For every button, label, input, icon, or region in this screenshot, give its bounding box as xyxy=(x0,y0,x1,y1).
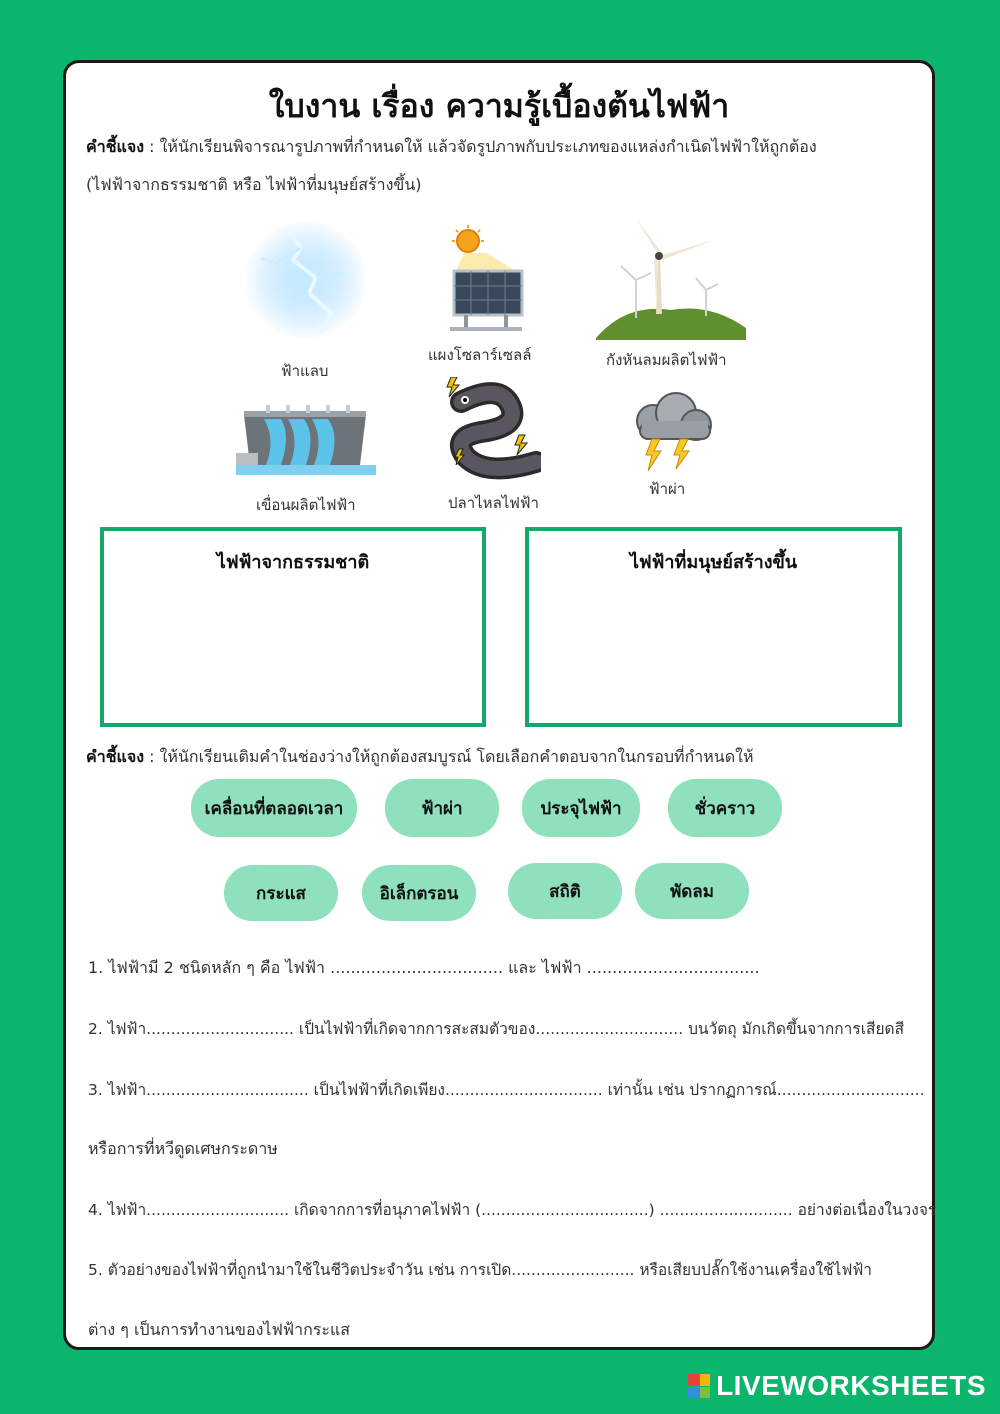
drop-box-manmade-title: ไฟฟ้าที่มนุษย์สร้างขึ้น xyxy=(629,552,798,573)
question-5[interactable]: 5. ตัวอย่างของไฟฟ้าที่ถูกนำมาใช้ในชีวิตประจำวัน เช่น การเปิด......................... หรือเสียบปลั๊กใช้งานเครื่องใช้ไฟฟ้า xyxy=(88,1261,872,1279)
word-option[interactable]: ชั่วคราว xyxy=(668,779,782,837)
logo-blocks-icon xyxy=(688,1374,710,1398)
word-option[interactable]: อิเล็กตรอน xyxy=(362,865,476,921)
question-3-continued: หรือการที่หวีดูดเศษกระดาษ xyxy=(88,1139,278,1158)
caption-wind: กังหันลมผลิตไฟฟ้า xyxy=(606,351,727,369)
question-2[interactable]: 2. ไฟฟ้า.............................. เป็นไฟฟ้าที่เกิดจากการสะสมตัวของ.............................. บนวัตถุ มักเกิดขึ้นจากการเสียดสี xyxy=(88,1020,905,1038)
caption-eel: ปลาไหลไฟฟ้า xyxy=(448,494,539,512)
drop-box-natural[interactable] xyxy=(100,527,486,727)
word-option[interactable]: พัดลม xyxy=(635,863,749,919)
word-option[interactable]: ฟ้าผ่า xyxy=(385,779,499,837)
instruction-2-label: คำชี้แจง xyxy=(86,747,145,766)
instruction-1: คำชี้แจง : ให้นักเรียนพิจารณารูปภาพที่กำหนดให้ แล้วจัดรูปภาพกับประเภทของแหล่งกำเนิดไฟฟ้าให้ถูกต้อง xyxy=(86,137,817,156)
question-3[interactable]: 3. ไฟฟ้า................................. เป็นไฟฟ้าที่เกิดเพียง................................ เท่านั้น เช่น ปรากฏการณ์.............................. xyxy=(88,1081,925,1099)
instruction-2: คำชี้แจง : ให้นักเรียนเติมคำในช่องว่างให้ถูกต้องสมบูรณ์ โดยเลือกคำตอบจากในกรอบที่กำหนดให้ xyxy=(86,747,754,766)
word-option[interactable]: สถิติ xyxy=(508,863,622,919)
thunderstorm-image[interactable] xyxy=(628,391,718,473)
drop-box-manmade[interactable] xyxy=(525,527,902,727)
liveworksheets-logo xyxy=(688,1370,986,1402)
brand-name: LIVEWORKSHEETS xyxy=(716,1370,986,1401)
caption-dam: เขื่อนผลิตไฟฟ้า xyxy=(256,496,356,514)
word-option[interactable]: ประจุไฟฟ้า xyxy=(522,779,640,837)
instruction-label: คำชี้แจง xyxy=(86,137,145,156)
question-1[interactable]: 1. ไฟฟ้ามี 2 ชนิดหลัก ๆ คือ ไฟฟ้า .................................. และ ไฟฟ้า .................................. xyxy=(88,958,760,977)
electric-eel-image[interactable] xyxy=(441,377,541,482)
question-5-continued: ต่าง ๆ เป็นการทำงานของไฟฟ้ากระแส xyxy=(88,1320,351,1339)
word-option[interactable]: กระแส xyxy=(224,865,338,921)
word-option[interactable]: เคลื่อนที่ตลอดเวลา xyxy=(191,779,357,837)
question-4[interactable]: 4. ไฟฟ้า............................. เกิดจากการที่อนุภาคไฟฟ้า (..................................) ........................... อย่างต่อเนื่องในวงจร xyxy=(88,1201,937,1219)
dam-image[interactable] xyxy=(236,405,376,477)
page-title: ใบงาน เรื่อง ความรู้เบื้องต้นไฟฟ้า xyxy=(268,87,730,125)
wind-turbine-image[interactable] xyxy=(596,218,746,340)
instruction-1-line2: (ไฟฟ้าจากธรรมชาติ หรือ ไฟฟ้าที่มนุษย์สร้างขึ้น) xyxy=(86,175,422,194)
drop-box-natural-title: ไฟฟ้าจากธรรมชาติ xyxy=(216,552,370,573)
caption-solar: แผงโซลาร์เซลล์ xyxy=(428,346,532,364)
caption-lightning: ฟ้าแลบ xyxy=(281,362,329,380)
solar-panel-image[interactable] xyxy=(446,225,526,333)
lightning-image[interactable] xyxy=(241,218,371,343)
caption-thunder: ฟ้าผ่า xyxy=(649,480,686,498)
worksheet xyxy=(63,60,935,1350)
